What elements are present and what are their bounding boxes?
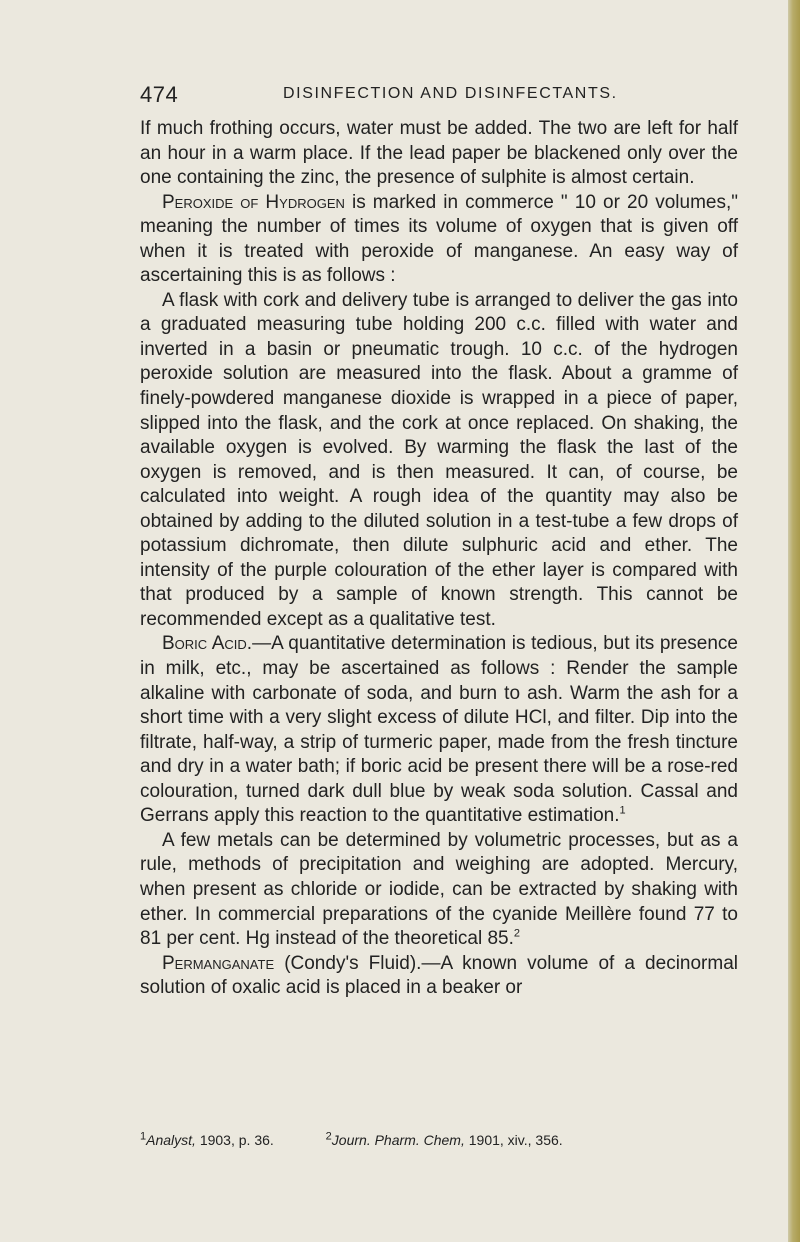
paragraph-sulphite — [140, 117, 738, 191]
footnote-mark: 2 — [325, 1130, 332, 1143]
page-header — [140, 82, 740, 112]
paragraph-peroxide-of-hydrogen — [140, 191, 738, 289]
paragraph-flask-method — [140, 289, 738, 633]
footnote-citation: 1903, p. 36. — [195, 1132, 274, 1148]
paragraph-text: —A quantitative determination is tedious, but its presence in milk, etc., may be ascertained as follows : Render the sample alkaline with carbonate of soda, and burn to ash. Warm the ash for a short time with a very slight excess of dilute HCl, and filter. Dip into the filtrate, half-way, a strip of turmeric paper, made from the fresh tincture and dry in a water bath; if boric acid be present there will be a rose-red colouration, turned dark dull blue by weak soda solution. Cassal and Gerrans apply this reaction to the quantitative estimation. — [140, 633, 738, 827]
section-heading-permanganate: Permanganate — [162, 952, 275, 974]
footnote-ref-1[interactable]: 1 — [619, 804, 626, 817]
footnote-1 — [140, 1132, 274, 1148]
paragraph-text: (Condy's Fluid).—A known volume of a decinormal solution of oxalic acid is placed in a beaker or — [140, 952, 738, 999]
paragraph-metals — [140, 829, 738, 952]
paragraph-text: If much frothing occurs, water must be added. The two are left for half an hour in a warm place. If the lead paper be blackened only over the one containing the zinc, the presence of sulphite is almost certain. — [140, 118, 738, 189]
running-title: DISINFECTION AND DISINFECTANTS. — [283, 85, 618, 102]
section-heading-peroxide: Peroxide of Hydrogen — [162, 191, 345, 213]
page-number: 474 — [140, 82, 179, 107]
footnote-citation: 1901, xiv., 356. — [464, 1132, 563, 1148]
footnote-source: Analyst, — [146, 1132, 196, 1148]
paragraph-boric-acid — [140, 632, 738, 828]
paragraph-permanganate — [140, 952, 738, 1001]
footnote-2 — [326, 1132, 563, 1148]
page-edge — [788, 0, 800, 1242]
body-text — [140, 117, 738, 1001]
footnote-mark: 1 — [140, 1130, 147, 1143]
section-heading-boric-acid: Boric Acid. — [162, 633, 253, 655]
footnotes — [140, 1132, 740, 1148]
footnote-ref-2[interactable]: 2 — [513, 927, 521, 940]
footnote-source: Journ. Pharm. Chem, — [331, 1132, 465, 1148]
paragraph-text: A few metals can be determined by volumetric processes, but as a rule, methods of precipitation and weighing are adopted. Mercury, when present as chloride or iodide, can be extracted by shaking with ether. In commercial preparations of the cyanide Meillère found 77 to 81 per cent. Hg instead of the theoretical 85. — [140, 829, 738, 950]
paragraph-text: is marked in commerce " 10 or 20 volumes," meaning the number of times its volume of oxygen that is given off when it is treated with peroxide of manganese. An easy way of ascertaining this is as follows : — [140, 191, 739, 287]
paragraph-text: A flask with cork and delivery tube is arranged to deliver the gas into a graduated measuring tube holding 200 c.c. filled with water and inverted in a basin or pneumatic trough. 10 c.c. of the hydrogen peroxide solution are measured into the flask. About a gramme of finely-powdered manganese dioxide is wrapped in a piece of paper, slipped into the flask, and the cork at once replaced. On shaking, the available oxygen is evolved. By warming the flask the last of the oxygen is removed, and is then measured. It can, of course, be calculated into weight. A rough idea of the quantity may also be obtained by adding to the diluted solution in a test-tube a few drops of potassium dichromate, then dilute sulphuric acid and ether. The intensity of the purple colouration of the ether layer is compared with that produced by a sample of known strength. This cannot be recommended except as a qualitative test. — [140, 289, 738, 630]
